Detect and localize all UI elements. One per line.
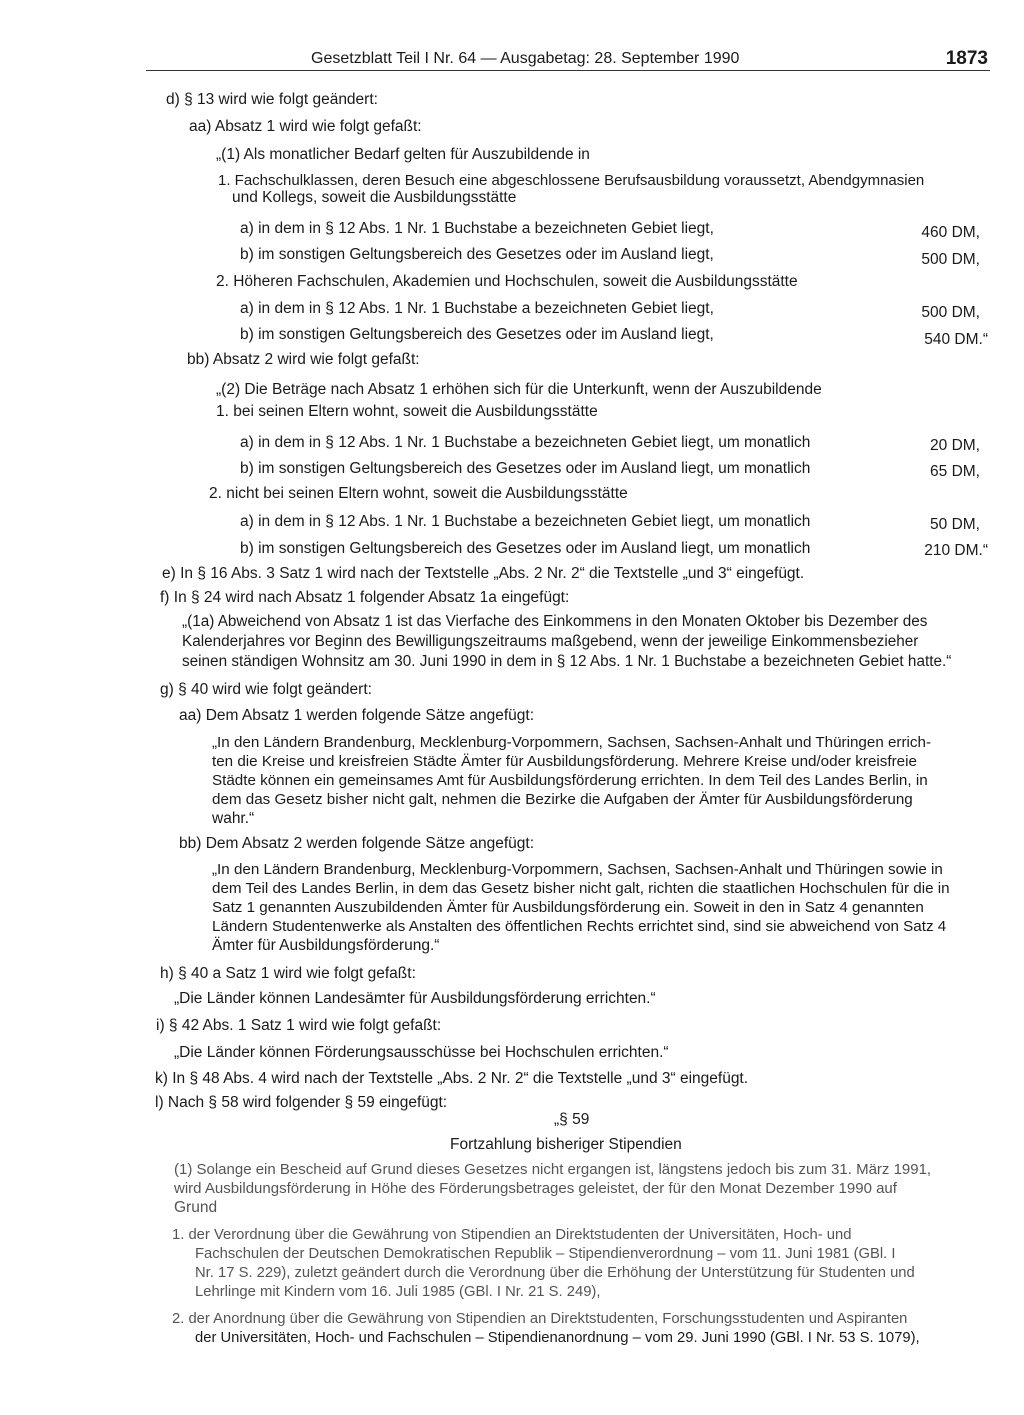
item-d-aa-intro: „(1) Als monatlicher Bedarf gelten für Auszubildende in	[216, 146, 590, 163]
paragraph-59-item2-line1: 2. der Anordnung über die Gewährung von Stipendien an Direktstudenten, Forschungsstudenten und Aspiranten	[172, 1311, 908, 1327]
amount-d-aa-2b: 540 DM.“	[924, 331, 988, 348]
item-f-quote-line2: Kalenderjahres vor Beginn des Bewilligungszeitraums maßgebend, wenn der jeweilige Einkommensbezieher	[182, 633, 919, 650]
paragraph-59-number: „§ 59	[554, 1111, 590, 1128]
item-f-quote-line1: „(1a) Abweichend von Absatz 1 ist das Vierfache des Einkommens in den Monaten Oktober bis Dezember des	[182, 613, 928, 630]
paragraph-59-title: Fortzahlung bisheriger Stipendien	[450, 1136, 682, 1153]
item-f-heading: f) In § 24 wird nach Absatz 1 folgender Absatz 1a eingefügt:	[160, 589, 570, 606]
item-e: e) In § 16 Abs. 3 Satz 1 wird nach der Textstelle „Abs. 2 Nr. 2“ die Textstelle „und 3“ eingefügt.	[162, 565, 805, 582]
amount-d-aa-1b: 500 DM,	[921, 251, 980, 268]
item-k: k) In § 48 Abs. 4 wird nach der Textstelle „Abs. 2 Nr. 2“ die Textstelle „und 3“ eingefügt.	[155, 1070, 749, 1087]
paragraph-59-item2-line2: der Universitäten, Hoch- und Fachschulen – Stipendienanordnung – vom 29. Juni 1990 (GBl. I Nr. 53 S. 1079),	[195, 1330, 920, 1346]
item-g-bb-heading: bb) Dem Absatz 2 werden folgende Sätze angefügt:	[179, 835, 535, 852]
item-d-bb-2: 2. nicht bei seinen Eltern wohnt, soweit die Ausbildungsstätte	[209, 485, 628, 502]
item-d-bb-1b: b) im sonstigen Geltungsbereich des Gesetzes oder im Ausland liegt, um monatlich	[240, 460, 811, 477]
item-g-bb-quote-line3: Satz 1 genannten Auszubildenden Ämter für Ausbildungsförderung ein. Soweit in den in Satz 4 genannten	[212, 899, 924, 916]
item-g-heading: g) § 40 wird wie folgt geändert:	[160, 681, 372, 698]
item-d-bb-2b: b) im sonstigen Geltungsbereich des Gesetzes oder im Ausland liegt, um monatlich	[240, 540, 811, 557]
item-g-aa-quote-line1: „In den Ländern Brandenburg, Mecklenburg-Vorpommern, Sachsen, Sachsen-Anhalt und Thüringen errich-	[212, 734, 932, 751]
item-g-bb-quote-line5: Ämter für Ausbildungsförderung.“	[212, 937, 440, 954]
item-d-aa-1b: b) im sonstigen Geltungsbereich des Gesetzes oder im Ausland liegt,	[240, 246, 714, 263]
page-header	[146, 50, 990, 71]
amount-d-aa-1a: 460 DM,	[921, 224, 980, 241]
item-d-aa-1a: a) in dem in § 12 Abs. 1 Nr. 1 Buchstabe a bezeichneten Gebiet liegt,	[240, 220, 714, 237]
item-d-bb-1: 1. bei seinen Eltern wohnt, soweit die Ausbildungsstätte	[216, 403, 598, 420]
paragraph-59-p1-line3: Grund	[174, 1199, 218, 1216]
item-g-aa-quote-line5: wahr.“	[212, 810, 255, 827]
item-d-aa-2b: b) im sonstigen Geltungsbereich des Gesetzes oder im Ausland liegt,	[240, 326, 714, 343]
item-d-bb-intro: „(2) Die Beträge nach Absatz 1 erhöhen sich für die Unterkunft, wenn der Auszubildende	[216, 381, 822, 398]
paragraph-59-item1-line2: Fachschulen der Deutschen Demokratischen Republik – Stipendienverordnung – vom 11. Juni 1981 (GBl. I	[195, 1246, 896, 1262]
paragraph-59-p1-line1: (1) Solange ein Bescheid auf Grund dieses Gesetzes nicht ergangen ist, längstens jedoch bis zum 31. März 1991,	[174, 1161, 932, 1178]
item-d-aa-2a: a) in dem in § 12 Abs. 1 Nr. 1 Buchstabe a bezeichneten Gebiet liegt,	[240, 300, 714, 317]
item-g-aa-heading: aa) Dem Absatz 1 werden folgende Sätze angefügt:	[179, 707, 535, 724]
amount-d-bb-1a: 20 DM,	[930, 437, 980, 454]
item-d-aa-1-line1: 1. Fachschulklassen, deren Besuch eine abgeschlossene Berufsausbildung voraussetzt, Abendgymnasien	[218, 172, 925, 189]
paragraph-59-p1-line2: wird Ausbildungsförderung in Höhe des Förderungsbetrages geleistet, der für den Monat Dezember 1990 auf	[174, 1180, 897, 1197]
amount-d-bb-2b: 210 DM.“	[924, 542, 988, 559]
item-d-heading: d) § 13 wird wie folgt geändert:	[166, 91, 378, 108]
page-number: 1873	[945, 48, 988, 69]
item-l-heading: l) Nach § 58 wird folgender § 59 eingefügt:	[155, 1094, 448, 1111]
paragraph-59-item1-line4: Lehrlinge mit Kindern vom 16. Juli 1985 (GBl. I Nr. 21 S. 249),	[195, 1284, 601, 1300]
item-g-bb-quote-line1: „In den Ländern Brandenburg, Mecklenburg-Vorpommern, Sachsen, Sachsen-Anhalt und Thüringen sowie in	[212, 861, 943, 878]
item-h-heading: h) § 40 a Satz 1 wird wie folgt gefaßt:	[160, 965, 416, 982]
amount-d-bb-2a: 50 DM,	[930, 516, 980, 533]
item-g-aa-quote-line4: dem das Gesetz bisher nicht galt, nehmen die Bezirke die Aufgaben der Ämter für Ausbildungsförderung	[212, 791, 913, 808]
amount-d-aa-2a: 500 DM,	[921, 304, 980, 321]
item-g-bb-quote-line4: Ländern Studentenwerke als Anstalten des öffentlichen Rechts errichtet sind, sind sie abweichend von Satz 4	[212, 918, 947, 935]
item-f-quote-line3: seinen ständigen Wohnsitz am 30. Juni 1990 in dem in § 12 Abs. 1 Nr. 1 Buchstabe a bezeichneten Gebiet hatte.“	[182, 653, 952, 670]
item-i-quote: „Die Länder können Förderungsausschüsse bei Hochschulen errichten.“	[174, 1044, 669, 1061]
item-g-aa-quote-line2: ten die Kreise und kreisfreien Städte Ämter für Ausbildungsförderung. Mehrere Kreise und/oder kreisfreie	[212, 753, 917, 770]
item-d-bb-heading: bb) Absatz 2 wird wie folgt gefaßt:	[187, 351, 420, 368]
item-d-bb-1a: a) in dem in § 12 Abs. 1 Nr. 1 Buchstabe a bezeichneten Gebiet liegt, um monatlich	[240, 434, 811, 451]
header-title: Gesetzblatt Teil I Nr. 64 — Ausgabetag: 28. September 1990	[311, 50, 740, 67]
paragraph-59-item1-line1: 1. der Verordnung über die Gewährung von Stipendien an Direktstudenten der Universitäten, Hoch- und	[172, 1227, 852, 1243]
amount-d-bb-1b: 65 DM,	[930, 463, 980, 480]
paragraph-59-item1-line3: Nr. 17 S. 229), zuletzt geändert durch die Verordnung über die Erhöhung der Unterstützung für Studenten und	[195, 1265, 915, 1281]
item-d-aa-heading: aa) Absatz 1 wird wie folgt gefaßt:	[189, 118, 422, 135]
item-d-aa-1-line2: und Kollegs, soweit die Ausbildungsstätte	[232, 189, 517, 206]
item-i-heading: i) § 42 Abs. 1 Satz 1 wird wie folgt gefaßt:	[156, 1017, 442, 1034]
item-g-aa-quote-line3: Städte können ein gemeinsames Amt für Ausbildungsförderung errichten. In dem Teil des Landes Berlin, in	[212, 772, 928, 789]
item-g-bb-quote-line2: dem Teil des Landes Berlin, in dem das Gesetz bisher nicht galt, richten die staatlichen Hochschulen für die in	[212, 880, 950, 897]
item-h-quote: „Die Länder können Landesämter für Ausbildungsförderung errichten.“	[174, 990, 656, 1007]
item-d-bb-2a: a) in dem in § 12 Abs. 1 Nr. 1 Buchstabe a bezeichneten Gebiet liegt, um monatlich	[240, 513, 811, 530]
item-d-aa-2: 2. Höheren Fachschulen, Akademien und Hochschulen, soweit die Ausbildungsstätte	[216, 273, 798, 290]
